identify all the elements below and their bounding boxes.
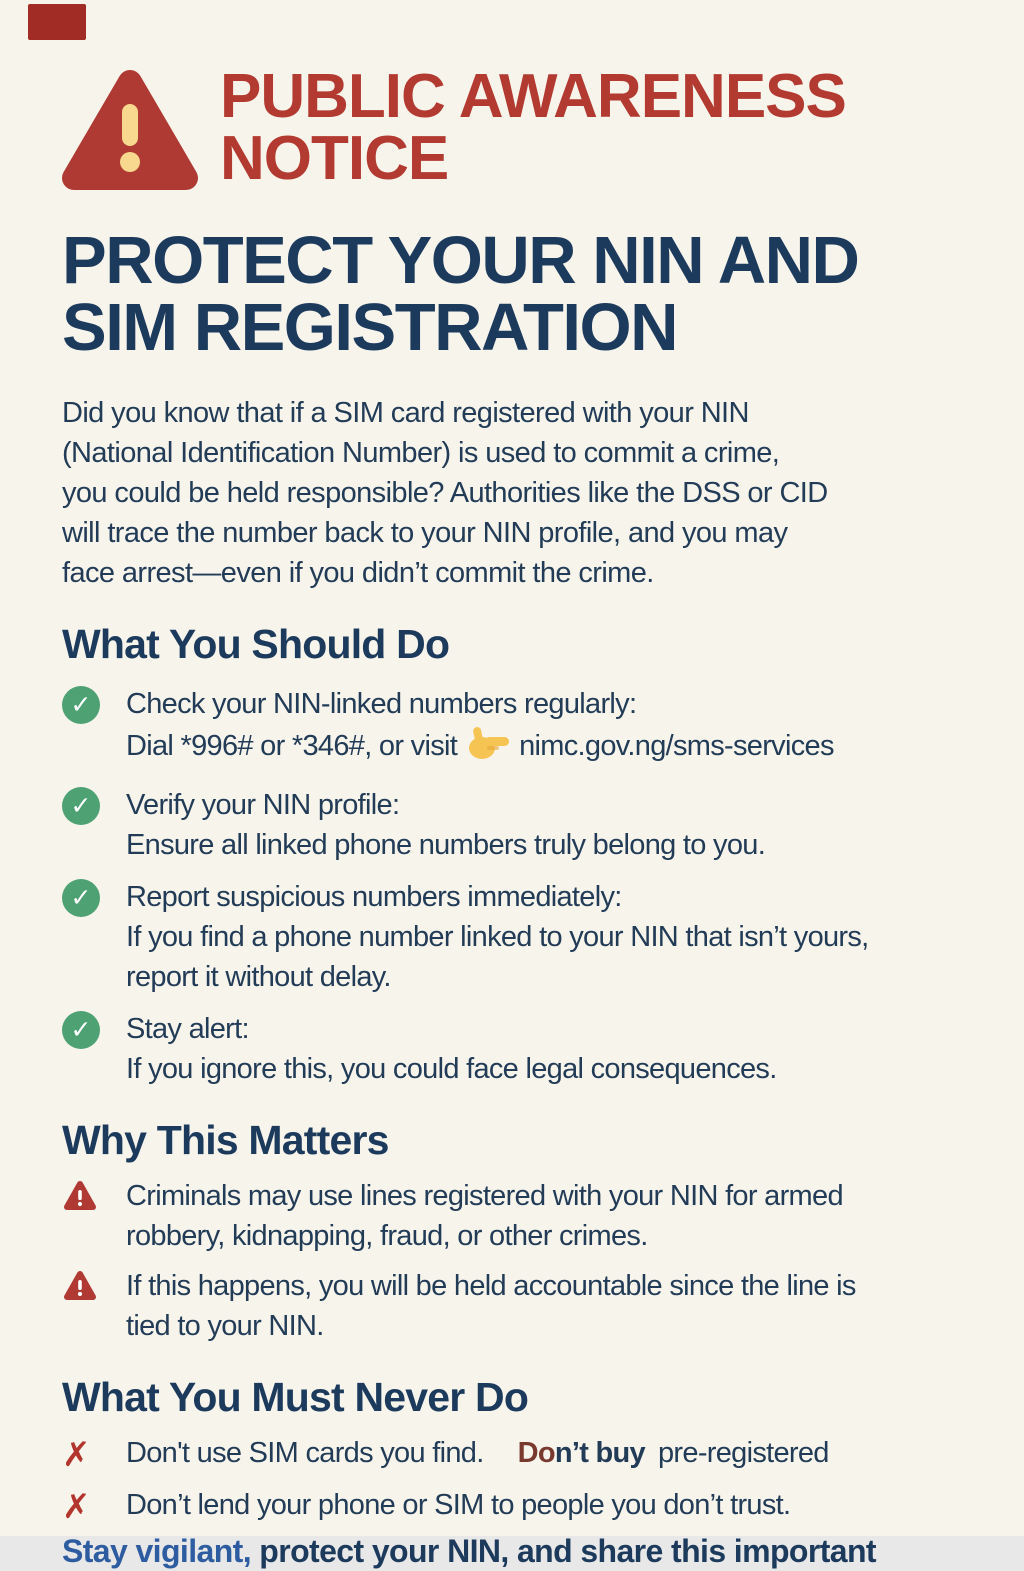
- item-body: tied to your NIN.: [126, 1310, 324, 1342]
- item-title: Check your NIN-linked numbers regularly:: [126, 688, 637, 720]
- list-item: [62, 1176, 984, 1256]
- intro-line: will trace the number back to your NIN profile, and you may: [62, 517, 788, 549]
- item-body: If you find a phone number linked to your NIN that isn’t yours,: [126, 921, 869, 953]
- check-icon: ✓: [62, 879, 100, 917]
- list-item: [62, 684, 984, 773]
- section-heading-should-do: What You Should Do: [62, 621, 450, 667]
- item-body: If you ignore this, you could face legal consequences.: [126, 1053, 777, 1085]
- footer-highlight: Stay vigilant,: [62, 1533, 251, 1569]
- item-title: Report suspicious numbers immediately:: [126, 881, 622, 913]
- warning-bullet-icon: [62, 1291, 98, 1308]
- item-body: Criminals may use lines registered with your NIN for armed: [126, 1180, 843, 1212]
- list-item: [62, 785, 984, 865]
- check-icon: ✓: [62, 1011, 100, 1049]
- item-body: pre-registered: [658, 1437, 829, 1469]
- item-title: Verify your NIN profile:: [126, 789, 400, 821]
- should-do-list: [62, 684, 984, 1089]
- page-title-line1: PROTECT YOUR NIN AND: [62, 223, 859, 298]
- x-icon: ✗: [62, 1488, 91, 1526]
- never-do-list: [62, 1433, 984, 1527]
- list-item: [62, 1009, 984, 1089]
- item-body: Don't use SIM cards you find.: [126, 1437, 484, 1469]
- list-item: [62, 1266, 984, 1346]
- item-body: robbery, kidnapping, fraud, or other crimes.: [126, 1220, 648, 1252]
- section-heading-why-matters: Why This Matters: [62, 1117, 389, 1163]
- intro-line: face arrest—even if you didn’t commit the crime.: [62, 557, 654, 589]
- footer-message: Stay vigilant, protect your NIN, and share this important: [62, 1533, 876, 1569]
- header: [62, 0, 984, 201]
- intro-line: Did you know that if a SIM card registered with your NIN: [62, 397, 749, 429]
- page-title: [62, 223, 984, 365]
- warning-bullet-icon: [62, 1201, 98, 1218]
- corner-red-mark: [28, 4, 86, 40]
- pointing-hand-icon: [465, 724, 511, 773]
- item-body: If this happens, you will be held accountable since the line is: [126, 1270, 856, 1302]
- item-body: Ensure all linked phone numbers truly belong to you.: [126, 829, 766, 861]
- warning-triangle-icon: [62, 66, 198, 201]
- item-body: Don’t lend your phone or SIM to people you don’t trust.: [126, 1489, 791, 1521]
- intro-line: you could be held responsible? Authorities like the DSS or CID: [62, 477, 828, 509]
- item-body: Don’t buy: [517, 1437, 645, 1469]
- x-icon: ✗: [62, 1436, 91, 1474]
- list-item: [62, 1433, 984, 1475]
- intro-paragraph: [62, 393, 984, 593]
- section-heading-never-do: What You Must Never Do: [62, 1374, 529, 1420]
- list-item: [62, 1485, 984, 1527]
- intro-line: (National Identification Number) is used to commit a crime,: [62, 437, 780, 469]
- notice-title-line2: NOTICE: [220, 124, 449, 193]
- notice-title: [220, 62, 846, 193]
- item-body: Dial *996# or *346#, or visit nimc.gov.ng/sms-services: [126, 724, 834, 773]
- notice-title-line1: PUBLIC AWARENESS: [220, 62, 846, 131]
- check-icon: ✓: [62, 686, 100, 724]
- item-body: report it without delay.: [126, 961, 391, 993]
- list-item: [62, 877, 984, 997]
- page-title-line2: SIM REGISTRATION: [62, 290, 677, 365]
- check-icon: ✓: [62, 787, 100, 825]
- item-title: Stay alert:: [126, 1013, 249, 1045]
- why-matters-list: [62, 1176, 984, 1346]
